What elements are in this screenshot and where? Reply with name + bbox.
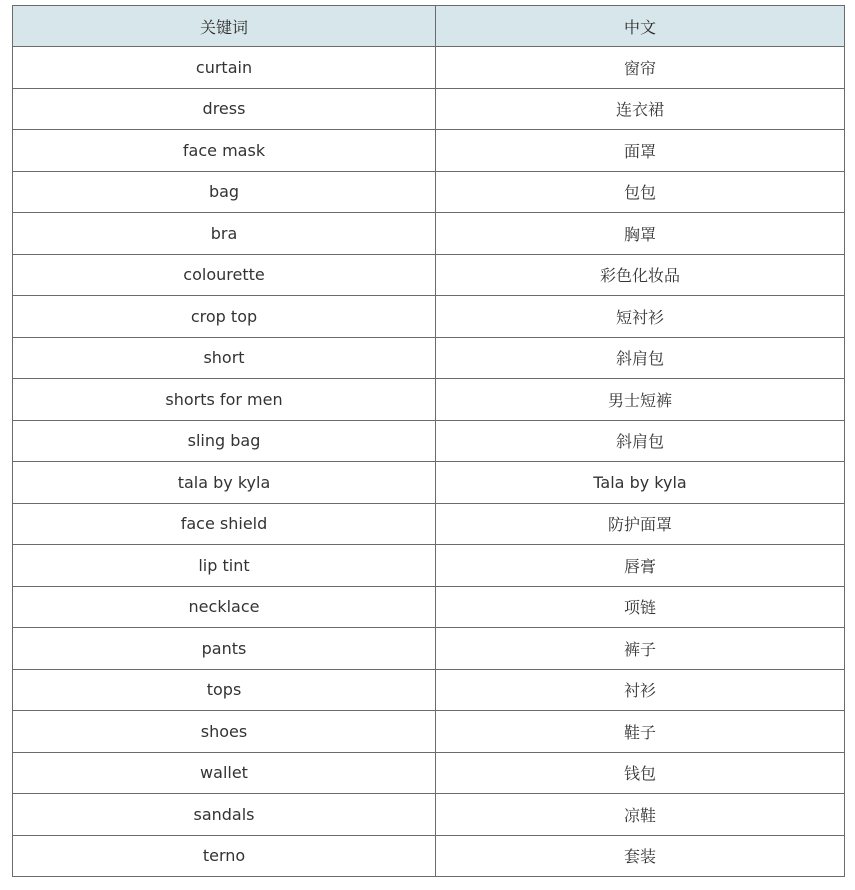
table-header	[13, 6, 845, 47]
table-row	[13, 794, 845, 836]
keyword-cell: colourette	[13, 254, 436, 296]
table-row	[13, 296, 845, 338]
keyword-cell: crop top	[13, 296, 436, 338]
keyword-cell: tops	[13, 669, 436, 711]
chinese-cell: 防护面罩	[436, 503, 845, 545]
chinese-cell: 胸罩	[436, 213, 845, 255]
keyword-cell: necklace	[13, 586, 436, 628]
chinese-cell: 钱包	[436, 752, 845, 794]
table-row	[13, 171, 845, 213]
chinese-cell: 唇膏	[436, 545, 845, 587]
chinese-cell: 鞋子	[436, 711, 845, 753]
chinese-cell: 凉鞋	[436, 794, 845, 836]
chinese-cell: 斜肩包	[436, 337, 845, 379]
table-row	[13, 379, 845, 421]
chinese-cell: 裤子	[436, 628, 845, 670]
keyword-cell: shoes	[13, 711, 436, 753]
chinese-cell: Tala by kyla	[436, 462, 845, 504]
table-row	[13, 213, 845, 255]
chinese-cell: 连衣裙	[436, 88, 845, 130]
chinese-cell: 窗帘	[436, 47, 845, 89]
keyword-cell: terno	[13, 835, 436, 877]
keyword-cell: face shield	[13, 503, 436, 545]
keyword-cell: short	[13, 337, 436, 379]
chinese-cell: 包包	[436, 171, 845, 213]
table-row	[13, 130, 845, 172]
table-row	[13, 628, 845, 670]
table-row	[13, 545, 845, 587]
chinese-cell: 项链	[436, 586, 845, 628]
table-row	[13, 47, 845, 89]
chinese-cell: 彩色化妆品	[436, 254, 845, 296]
keyword-cell: face mask	[13, 130, 436, 172]
table-row	[13, 586, 845, 628]
table-row	[13, 420, 845, 462]
table-row	[13, 669, 845, 711]
keyword-table-container	[12, 5, 844, 877]
header-chinese: 中文	[436, 6, 845, 47]
table-row	[13, 503, 845, 545]
keyword-cell: dress	[13, 88, 436, 130]
table-row	[13, 711, 845, 753]
keyword-cell: lip tint	[13, 545, 436, 587]
keyword-translation-table	[12, 5, 845, 877]
chinese-cell: 套装	[436, 835, 845, 877]
chinese-cell: 短衬衫	[436, 296, 845, 338]
chinese-cell: 面罩	[436, 130, 845, 172]
keyword-cell: wallet	[13, 752, 436, 794]
keyword-cell: sling bag	[13, 420, 436, 462]
table-row	[13, 752, 845, 794]
table-row	[13, 462, 845, 504]
table-row	[13, 337, 845, 379]
keyword-cell: pants	[13, 628, 436, 670]
keyword-cell: sandals	[13, 794, 436, 836]
chinese-cell: 衬衫	[436, 669, 845, 711]
chinese-cell: 斜肩包	[436, 420, 845, 462]
header-keyword: 关键词	[13, 6, 436, 47]
table-row	[13, 88, 845, 130]
table-body	[13, 47, 845, 877]
keyword-cell: bag	[13, 171, 436, 213]
table-row	[13, 835, 845, 877]
keyword-cell: curtain	[13, 47, 436, 89]
table-row	[13, 254, 845, 296]
keyword-cell: tala by kyla	[13, 462, 436, 504]
header-row	[13, 6, 845, 47]
keyword-cell: shorts for men	[13, 379, 436, 421]
chinese-cell: 男士短裤	[436, 379, 845, 421]
keyword-cell: bra	[13, 213, 436, 255]
